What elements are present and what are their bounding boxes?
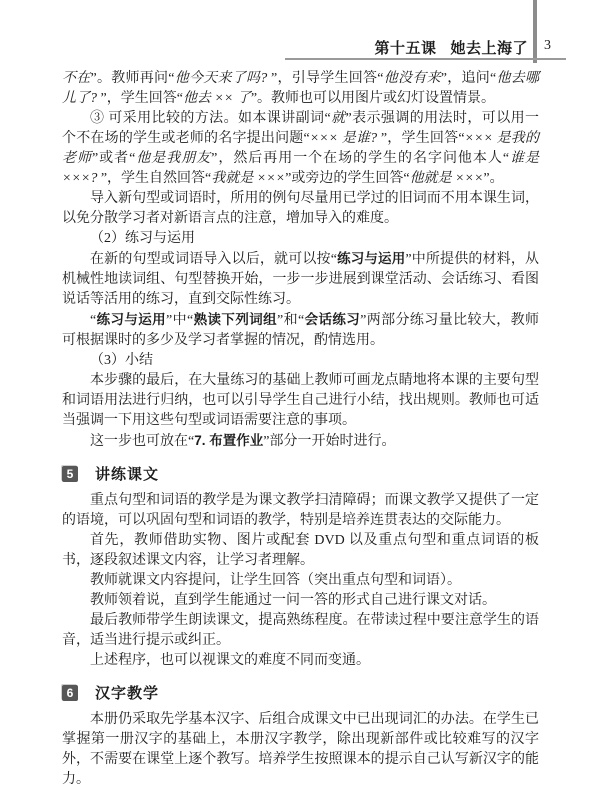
paragraph xyxy=(62,571,539,591)
section-number-badge: 5 xyxy=(62,466,78,482)
paragraph xyxy=(62,651,539,671)
paragraph xyxy=(62,69,539,109)
header-rule xyxy=(285,58,566,60)
body-text: 教师就课文内容提问，让学生回答（突出重点句型和词语）。 xyxy=(90,573,461,588)
emphasized-term: 熟读下列词组 xyxy=(193,312,277,327)
example-phrase: 不在 xyxy=(62,71,91,86)
body-text: 本步骤的最后，在大量练习的基础上教师可画龙点睛地将本课的主要句型和词语用法进行归纳，也可以引导学生自己进行小结，找出规则。教师也可适当强调一下用这些句型或词语需要注意的事项。 xyxy=(62,373,539,428)
lesson-number: 第十五课 xyxy=(374,41,437,57)
example-phrase: 他今天来了吗? xyxy=(174,71,272,86)
emphasized-term: 会话练习 xyxy=(304,312,361,327)
body-text: 重点句型和词语的教学是为课文教学扫清障碍；而课文教学又提供了一定的语境，可以巩固句型和词语的教学，特别是培养连贯表达的交际能力。 xyxy=(62,493,539,528)
example-phrase: ××× 是我的老师 xyxy=(62,131,540,166)
body-text: ”。教师再问“ xyxy=(90,71,175,86)
paragraph xyxy=(62,229,539,249)
emphasized-term: 练习与运用 xyxy=(96,312,167,327)
body-text: 首先，教师借助实物、图片或配套 DVD 以及重点句型和重点词语的板书，逐段叙述课文内容，让学习者理解。 xyxy=(62,533,539,568)
page-content xyxy=(62,69,539,790)
body-text: ”，引导学生回答“ xyxy=(271,71,384,86)
example-phrase: 他去哪儿了? xyxy=(62,71,540,106)
body-text: ③ 可采用比较的方法。如本课讲副词“ xyxy=(90,111,331,126)
section-title: 汉字教学 xyxy=(95,685,160,702)
body-text: 上述程序，也可以视课文的难度不同而变通。 xyxy=(90,653,370,668)
paragraph xyxy=(62,611,539,651)
body-text: 在新的句型或词语导入以后，就可以按“ xyxy=(90,252,337,267)
page-number: 3 xyxy=(544,38,551,53)
lesson-title: 她去上海了 xyxy=(450,41,528,57)
paragraph xyxy=(62,109,539,189)
body-text: 教师领着说，直到学生能通过一问一答的形式自己进行课文对话。 xyxy=(90,593,496,608)
running-header xyxy=(0,37,528,58)
body-text: ”。教师也可以用图片或幻灯设置情景。 xyxy=(250,91,496,106)
body-text: 这一步也可放在“ xyxy=(90,434,195,449)
example-phrase: 他是我朋友 xyxy=(135,151,212,166)
body-text: ”中“ xyxy=(166,313,194,328)
body-text: ”或者“ xyxy=(91,151,136,166)
example-phrase: ××× 是谁? xyxy=(309,131,381,146)
section-heading xyxy=(62,682,539,703)
body-text: 本册仍采取先学基本汉字、后组合成课文中已出现词汇的办法。在学生已掌握第一册汉字的基础上，本册汉字教学，除出现新部件或比较难写的汉字外，不需要在课堂上逐个教写。培养学生按照课本的提示自己认写新汉字的能力。 xyxy=(62,712,539,787)
body-text: 导入新句型或词语时，所用的例句尽量用已学过的旧词而不用本课生词，以免分散学习者对新语言点的注意，增加导入的难度。 xyxy=(62,191,539,226)
paragraph xyxy=(62,371,539,431)
body-text: ”，学生回答“ xyxy=(380,131,465,146)
section-number-badge: 6 xyxy=(62,685,78,701)
paragraph xyxy=(62,310,539,351)
body-text: ”，然后再用一个在场的学生的名字问他本人“ xyxy=(211,151,510,166)
body-text: ”和“ xyxy=(276,313,305,328)
example-phrase: 他就是 ××× xyxy=(409,171,484,186)
example-phrase: 就 xyxy=(330,111,346,126)
body-text: ”，追问“ xyxy=(440,71,497,86)
body-text: ”部分一开始时进行。 xyxy=(263,434,396,449)
paragraph xyxy=(62,431,539,452)
example-phrase: 他没有来 xyxy=(383,71,441,86)
body-text: ”表示强调的用法时，可以用一个不在场的学生或老师的名字提出问题“ xyxy=(62,111,540,146)
paragraph xyxy=(62,710,539,790)
example-phrase: 谁是 ×××? xyxy=(62,151,540,186)
paragraph xyxy=(62,491,539,531)
body-text: ”，学生回答“ xyxy=(100,91,183,106)
body-text: 最后教师带学生朗读课文，提高熟练程度。在带读过程中要注意学生的语音，适当进行提示或纠正。 xyxy=(62,613,539,648)
header-vertical-bar xyxy=(533,0,537,63)
paragraph xyxy=(62,249,539,310)
section-title: 讲练课文 xyxy=(95,466,160,483)
example-phrase: 我就是 ××× xyxy=(211,171,286,186)
emphasized-term: 练习与运用 xyxy=(336,251,406,266)
body-text: ”或旁边的学生回答“ xyxy=(285,171,410,186)
paragraph xyxy=(62,531,539,571)
body-text: ”两部分练习量比较大，教师可根据课时的多少及学习者掌握的情况，酌情选用。 xyxy=(62,313,540,348)
body-text: ”中所提供的材料，从机械性地读词组、句型替换开始，一步一步进展到课堂活动、会话练习、看图说话等活用的练习，直到交际性练习。 xyxy=(62,252,539,307)
body-text: （3）小结 xyxy=(90,353,153,368)
body-text: “ xyxy=(90,313,97,328)
paragraph xyxy=(62,591,539,611)
body-text: ”。 xyxy=(483,171,504,186)
body-text: （2）练习与运用 xyxy=(90,231,195,246)
paragraph xyxy=(62,189,539,229)
emphasized-term: 7. 布置作业 xyxy=(194,433,264,448)
section-heading xyxy=(62,463,539,484)
example-phrase: 他去 ×× 了 xyxy=(182,91,251,106)
paragraph xyxy=(62,351,539,371)
body-text: ”，学生自然回答“ xyxy=(100,171,212,186)
